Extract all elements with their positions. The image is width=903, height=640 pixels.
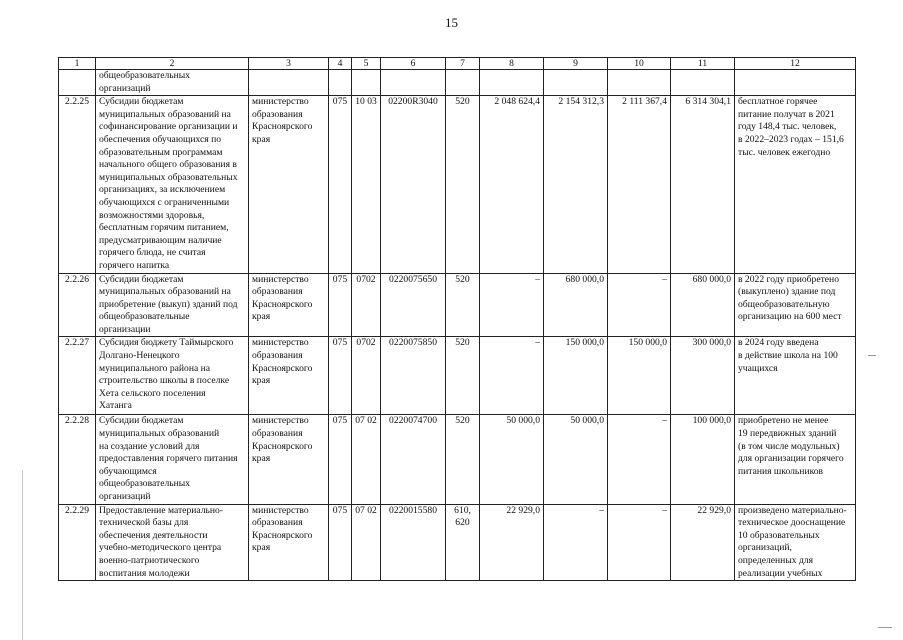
- column-header-2: 2: [96, 58, 249, 70]
- grbs-code-cell: 075: [329, 96, 352, 273]
- table-row: [59, 273, 856, 337]
- amount-2023-cell: 2 154 312,3: [544, 96, 608, 273]
- expected-result-cell: приобретено не менее 19 передвижных зданий (в том числе модульных) для организации горячего питания школьников: [735, 415, 856, 504]
- scan-margin-mark: [878, 627, 892, 628]
- amount-2022-cell: 22 929,0: [480, 504, 544, 581]
- table-row: [59, 415, 856, 504]
- amount-2024-cell: –: [608, 504, 671, 581]
- amount-2022-cell: 50 000,0: [480, 415, 544, 504]
- column-header-11: 11: [671, 58, 735, 70]
- item-number-cell: 2.2.29: [59, 504, 96, 581]
- amount-2024-cell: –: [608, 415, 671, 504]
- activity-name-cell: Субсидии бюджетам муниципальных образований на приобретение (выкуп) зданий под общеобразовательные организации: [96, 273, 249, 337]
- amount-total-cell: 100 000,0: [671, 415, 735, 504]
- column-header-3: 3: [249, 58, 329, 70]
- responsible-cell: министерство образования Красноярского края: [249, 273, 329, 337]
- amount-2023-cell: –: [544, 504, 608, 581]
- scan-margin-mark: [868, 355, 876, 356]
- column-header-6: 6: [381, 58, 446, 70]
- target-code-cell: 0220015580: [381, 504, 446, 581]
- responsible-cell: министерство образования Красноярского края: [249, 415, 329, 504]
- continuation-row: [59, 70, 856, 96]
- amount-2023-cell: 150 000,0: [544, 337, 608, 415]
- item-number-cell: 2.2.27: [59, 337, 96, 415]
- section-code-cell: 0702: [352, 337, 381, 415]
- grbs-code-cell: 075: [329, 337, 352, 415]
- amount-2022-cell: –: [480, 273, 544, 337]
- column-header-10: 10: [608, 58, 671, 70]
- amount-total-cell: 22 929,0: [671, 504, 735, 581]
- expected-result-cell: произведено материально- техническое дооснащение 10 образовательных организаций, определенных для реализации учебных: [735, 504, 856, 581]
- expected-result-cell: бесплатное горячее питание получат в 2021 году 148,4 тыс. человек, в 2022–2023 годах – 151,6 тыс. человек ежегодно: [735, 96, 856, 273]
- amount-2024-cell: 150 000,0: [608, 337, 671, 415]
- activity-name-cell: Субсидия бюджету Таймырского Долгано-Ненецкого муниципального района на строительство школы в поселке Хета сельского поселения Хатанга: [96, 337, 249, 415]
- column-header-4: 4: [329, 58, 352, 70]
- column-header-12: 12: [735, 58, 856, 70]
- table-row: [59, 504, 856, 581]
- amount-2022-cell: –: [480, 337, 544, 415]
- target-code-cell: 0220074700: [381, 415, 446, 504]
- grbs-code-cell: 075: [329, 415, 352, 504]
- item-number-cell: 2.2.25: [59, 96, 96, 273]
- scan-margin-line: [22, 470, 23, 640]
- expense-type-cell: 520: [446, 96, 480, 273]
- responsible-cell: министерство образования Красноярского края: [249, 96, 329, 273]
- continued-name-cell: общеобразовательных организаций: [96, 70, 249, 96]
- responsible-cell: министерство образования Красноярского края: [249, 337, 329, 415]
- column-header-5: 5: [352, 58, 381, 70]
- column-header-7: 7: [446, 58, 480, 70]
- table-row: [59, 96, 856, 273]
- section-code-cell: 0702: [352, 273, 381, 337]
- amount-total-cell: 6 314 304,1: [671, 96, 735, 273]
- target-code-cell: 0220075850: [381, 337, 446, 415]
- amount-2022-cell: 2 048 624,4: [480, 96, 544, 273]
- expense-type-cell: 520: [446, 337, 480, 415]
- activity-name-cell: Субсидии бюджетам муниципальных образований на создание условий для предоставления горячего питания обучающимся общеобразовательных организаций: [96, 415, 249, 504]
- column-header-8: 8: [480, 58, 544, 70]
- section-code-cell: 07 02: [352, 504, 381, 581]
- expense-type-cell: 520: [446, 273, 480, 337]
- target-code-cell: 02200R3040: [381, 96, 446, 273]
- amount-2023-cell: 680 000,0: [544, 273, 608, 337]
- column-header-1: 1: [59, 58, 96, 70]
- page-number: 15: [445, 15, 458, 30]
- amount-2023-cell: 50 000,0: [544, 415, 608, 504]
- amount-2024-cell: 2 111 367,4: [608, 96, 671, 273]
- column-header-9: 9: [544, 58, 608, 70]
- amount-total-cell: 300 000,0: [671, 337, 735, 415]
- section-code-cell: 07 02: [352, 415, 381, 504]
- amount-2024-cell: –: [608, 273, 671, 337]
- section-code-cell: 10 03: [352, 96, 381, 273]
- table-body: [59, 58, 856, 581]
- expected-result-cell: в 2022 году приобретено (выкуплено) здание под общеобразовательную организацию на 600 мест: [735, 273, 856, 337]
- expense-type-cell: 610, 620: [446, 504, 480, 581]
- grbs-code-cell: 075: [329, 273, 352, 337]
- item-number-cell: 2.2.28: [59, 415, 96, 504]
- header-row: [59, 58, 856, 70]
- table-row: [59, 337, 856, 415]
- activity-name-cell: Предоставление материально- технической базы для обеспечения деятельности учебно-методического центра военно-патриотического воспитания молодежи: [96, 504, 249, 581]
- program-table: [58, 57, 856, 581]
- grbs-code-cell: 075: [329, 504, 352, 581]
- responsible-cell: министерство образования Красноярского края: [249, 504, 329, 581]
- activity-name-cell: Субсидии бюджетам муниципальных образований на софинансирование организации и обеспечения обучающихся по образовательным программам начального общего образования в муниципальных образовательных организациях, за исключением обучающихся с ограниченными возможностями здоровья, бесплатным горячим питанием, предусматривающим наличие горячего блюда, не считая горячего напитка: [96, 96, 249, 273]
- amount-total-cell: 680 000,0: [671, 273, 735, 337]
- target-code-cell: 0220075650: [381, 273, 446, 337]
- item-number-cell: 2.2.26: [59, 273, 96, 337]
- expected-result-cell: в 2024 году введена в действие школа на 100 учащихся: [735, 337, 856, 415]
- expense-type-cell: 520: [446, 415, 480, 504]
